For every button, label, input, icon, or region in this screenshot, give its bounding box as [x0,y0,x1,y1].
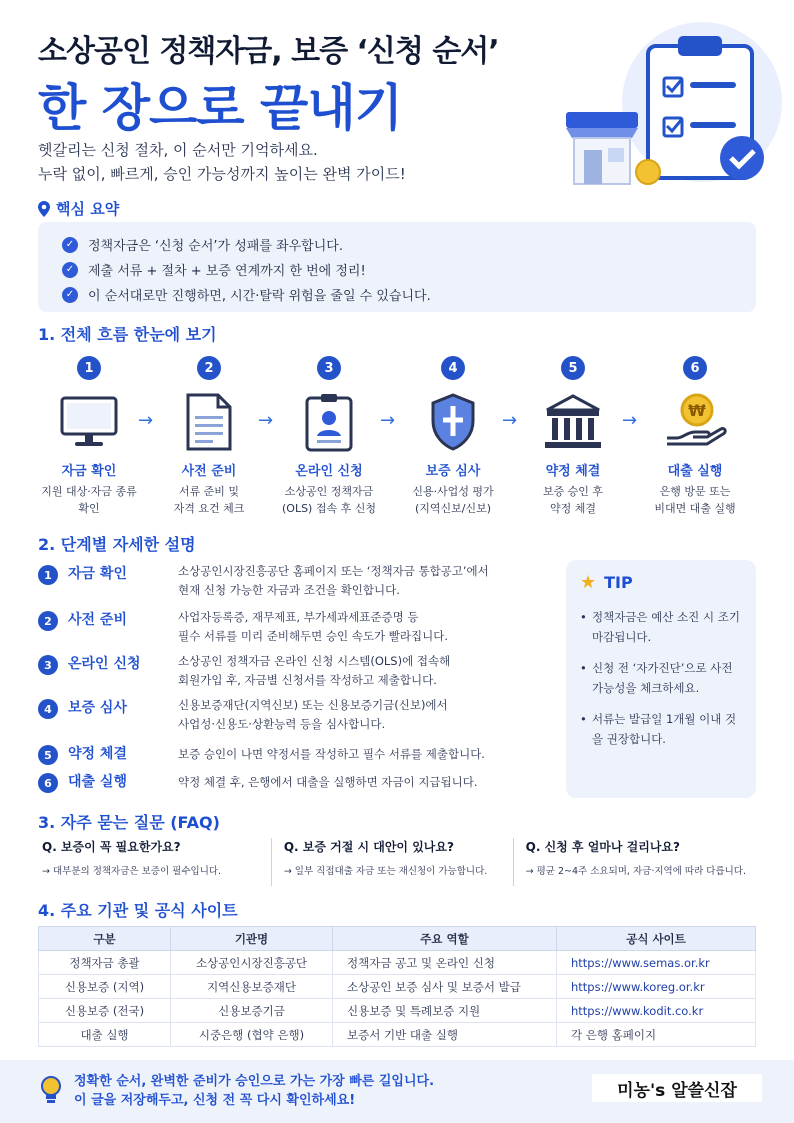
step-number: 5 [561,356,585,380]
summary-item [62,257,732,282]
table-cell: 신용보증 (전국) [39,999,171,1023]
detail-row [38,562,558,600]
header [0,0,794,190]
detail-line1: 사업자등록증, 재무제표, 부가세과세표준증명 등 [178,610,419,624]
subtitle-line2: 누락 없이, 빠르게, 승인 가능성까지 높이는 완벽 가이드! [38,165,406,183]
tip-box [566,560,756,798]
step-title: 보증 심사 [425,464,481,479]
table-cell: 신용보증기금 [171,999,333,1023]
detail-line2: 회원가입 후, 자금별 신청서를 작성하고 제출합니다. [178,673,437,687]
flow-step [30,356,148,517]
step-number: 3 [317,356,341,380]
table-row [39,951,756,975]
column-header: 공식 사이트 [557,927,756,951]
detail-line1: 보증 승인이 나면 약정서를 작성하고 필수 서류를 제출합니다. [178,747,485,761]
step-desc-line1: 신용·사업성 평가 [412,485,494,498]
step-desc [394,483,512,517]
table-cell: 시중은행 (협약 은행) [171,1023,333,1047]
faq-list [38,838,756,886]
table-row [39,1023,756,1047]
table-cell: 정책자금 공고 및 온라인 신청 [333,951,557,975]
footer [0,1060,794,1123]
faq-heading: 3. 자주 묻는 질문 (FAQ) [38,813,220,832]
column-header: 기관명 [171,927,333,951]
detail-number: 5 [38,745,58,765]
detail-row [38,696,558,734]
orgs-heading: 4. 주요 기관 및 공식 사이트 [38,901,238,920]
step-desc [636,483,754,517]
detail-line2: 사업성·신용도·상환능력 등을 심사합니다. [178,717,386,731]
check-icon: ✓ [62,262,78,278]
footer-line1: 정확한 순서, 완벽한 준비가 승인으로 가는 가장 빠른 길입니다. [74,1074,435,1089]
detail-name: 약정 체결 [68,746,127,762]
faq-question: Q. 보증 거절 시 대안이 있나요? [283,840,454,854]
summary-item [62,282,732,307]
coin-hand-icon [660,390,730,454]
step-desc-line1: 보증 승인 후 [542,485,604,498]
step-desc-line1: 소상공인 정책자금 [284,485,374,498]
monitor-icon [54,390,124,454]
step-desc [514,483,632,517]
table-cell: 각 은행 홈페이지 [557,1023,756,1047]
step-desc [30,483,148,517]
step-title: 자금 확인 [61,464,117,479]
clipboard-store-illustration [560,20,790,190]
document-icon [174,390,244,454]
pin-icon [38,201,50,217]
table-row [39,975,756,999]
tip-item: • 신청 전 ‘자가진단’으로 사전 가능성을 체크하세요. [580,658,742,698]
faq-question: Q. 신청 후 얼마나 걸리나요? [525,840,680,854]
table-cell: 대출 실행 [39,1023,171,1047]
faq-item [514,838,756,886]
arrow-right-icon: → [258,410,274,431]
step-desc-line2: 비대면 대출 실행 [654,502,736,515]
faq-answer: → 대부분의 정책자금은 보증이 필수입니다. [42,866,222,877]
table-cell: 소상공인 보증 심사 및 보증서 발급 [333,975,557,999]
table-cell: 정책자금 총괄 [39,951,171,975]
site-link[interactable]: https://www.kodit.co.kr [557,999,756,1023]
step-number: 1 [77,356,101,380]
svg-text:₩: ₩ [688,401,706,420]
summary-item-text: 제출 서류 + 절차 + 보증 연계까지 한 번에 정리! [88,264,366,279]
step-desc-line2: (지역신보/신보) [414,502,492,515]
step-number: 6 [683,356,707,380]
step-number: 4 [441,356,465,380]
detail-name: 사전 준비 [68,612,127,628]
detail-text [168,696,448,734]
column-header: 구분 [39,927,171,951]
footer-message [74,1072,434,1110]
step-desc-line1: 은행 방문 또는 [659,485,731,498]
faq-answer: → 평균 2~4주 소요되며, 자금·지역에 따라 다릅니다. [525,866,746,877]
detail-number: 3 [38,655,58,675]
table-header-row [39,927,756,951]
arrow-right-icon: → [622,410,638,431]
detail-row [38,742,558,766]
flow-step [636,356,754,517]
detail-line2: 필수 서류를 미리 준비해두면 승인 속도가 빨라집니다. [178,629,448,643]
arrow-right-icon: → [502,410,518,431]
star-icon: ★ [580,572,597,593]
step-title: 대출 실행 [667,464,723,479]
step-desc-line2: 확인 [78,502,100,515]
table-cell: 소상공인시장진흥공단 [171,951,333,975]
arrow-right-icon: → [380,410,396,431]
detail-text [168,562,489,600]
summary-item-text: 이 순서대로만 진행하면, 시간·탈락 위험을 줄일 수 있습니다. [88,289,431,304]
detail-text [168,608,448,646]
tip-heading [580,572,742,593]
detail-number: 1 [38,565,58,585]
summary-item-text: 정책자금은 ‘신청 순서’가 성패를 좌우합니다. [88,239,343,254]
column-header: 주요 역할 [333,927,557,951]
id-card-icon [294,390,364,454]
table-cell: 지역신용보증재단 [171,975,333,999]
detail-name: 보증 심사 [68,700,127,716]
flow-step [150,356,268,517]
page-title-line2: 한 장으로 끝내기 [38,79,402,137]
step-desc-line2: (OLS) 접속 후 신청 [282,502,376,515]
table-cell: 신용보증 (지역) [39,975,171,999]
step-desc-line1: 서류 준비 및 [178,485,240,498]
detail-line1: 신용보증재단(지역신보) 또는 신용보증기금(신보)에서 [178,698,448,712]
subtitle-line1: 헷갈리는 신청 절차, 이 순서만 기억하세요. [38,141,318,159]
footer-line2: 이 글을 저장해두고, 신청 전 꼭 다시 확인하세요! [74,1093,356,1108]
detail-name: 자금 확인 [68,566,127,582]
flow-steps [30,356,764,526]
site-link[interactable]: https://www.koreg.or.kr [557,975,756,999]
step-desc [270,483,388,517]
arrow-right-icon: → [138,410,154,431]
step-title: 온라인 신청 [295,464,363,479]
faq-item [272,838,514,886]
faq-answer: → 일부 직접대출 자금 또는 재신청이 가능합니다. [283,866,488,877]
lightbulb-icon [40,1076,62,1106]
detail-line1: 소상공인시장진흥공단 홈페이지 또는 ‘정책자금 통합공고’에서 [178,564,489,578]
step-desc-line1: 지원 대상·자금 종류 [41,485,137,498]
shield-icon [418,390,488,454]
table-row [39,999,756,1023]
table-cell: 보증서 기반 대출 실행 [333,1023,557,1047]
detail-heading: 2. 단계별 자세한 설명 [38,535,196,554]
detail-text [168,742,485,766]
step-number: 2 [197,356,221,380]
flow-heading: 1. 전체 흐름 한눈에 보기 [38,325,217,344]
step-title: 약정 체결 [545,464,601,479]
check-icon: ✓ [62,237,78,253]
detail-text [168,652,450,690]
flow-step [514,356,632,517]
tip-heading-text: TIP [604,573,633,592]
faq-question: Q. 보증이 꼭 필요한가요? [42,840,181,854]
detail-line1: 약정 체결 후, 은행에서 대출을 실행하면 자금이 지급됩니다. [178,775,478,789]
step-desc [150,483,268,517]
detail-number: 2 [38,611,58,631]
table-cell: 신용보증 및 특례보증 지원 [333,999,557,1023]
detail-name: 온라인 신청 [68,656,141,672]
summary-heading [38,198,119,219]
summary-box [38,222,756,312]
check-icon: ✓ [62,287,78,303]
faq-item [38,838,272,886]
detail-number: 6 [38,773,58,793]
detail-row [38,652,558,690]
tip-item: • 정책자금은 예산 소진 시 조기 마감됩니다. [580,607,742,647]
bank-icon [538,390,608,454]
detail-name: 대출 실행 [68,774,127,790]
detail-number: 4 [38,699,58,719]
orgs-table [38,926,756,1047]
detail-text [168,770,478,794]
detail-row [38,770,558,794]
detail-line2: 현재 신청 가능한 자금과 조건을 확인합니다. [178,583,400,597]
flow-step [270,356,388,517]
tip-item: • 서류는 발급일 1개월 이내 것을 권장합니다. [580,709,742,749]
detail-row [38,608,558,646]
detail-line1: 소상공인 정책자금 온라인 신청 시스템(OLS)에 접속해 [178,654,451,668]
brand-label: 미농's 알쓸신잡 [592,1074,762,1102]
page-title-line1: 소상공인 정책자금, 보증 ‘신청 순서’ [38,34,499,69]
summary-item [62,232,732,257]
site-link[interactable]: https://www.semas.or.kr [557,951,756,975]
subtitle [38,138,518,186]
step-title: 사전 준비 [181,464,237,479]
step-desc-line2: 자격 요건 체크 [173,502,245,515]
flow-step [394,356,512,517]
step-desc-line2: 약정 체결 [549,502,596,515]
summary-heading-text: 핵심 요약 [56,200,120,218]
